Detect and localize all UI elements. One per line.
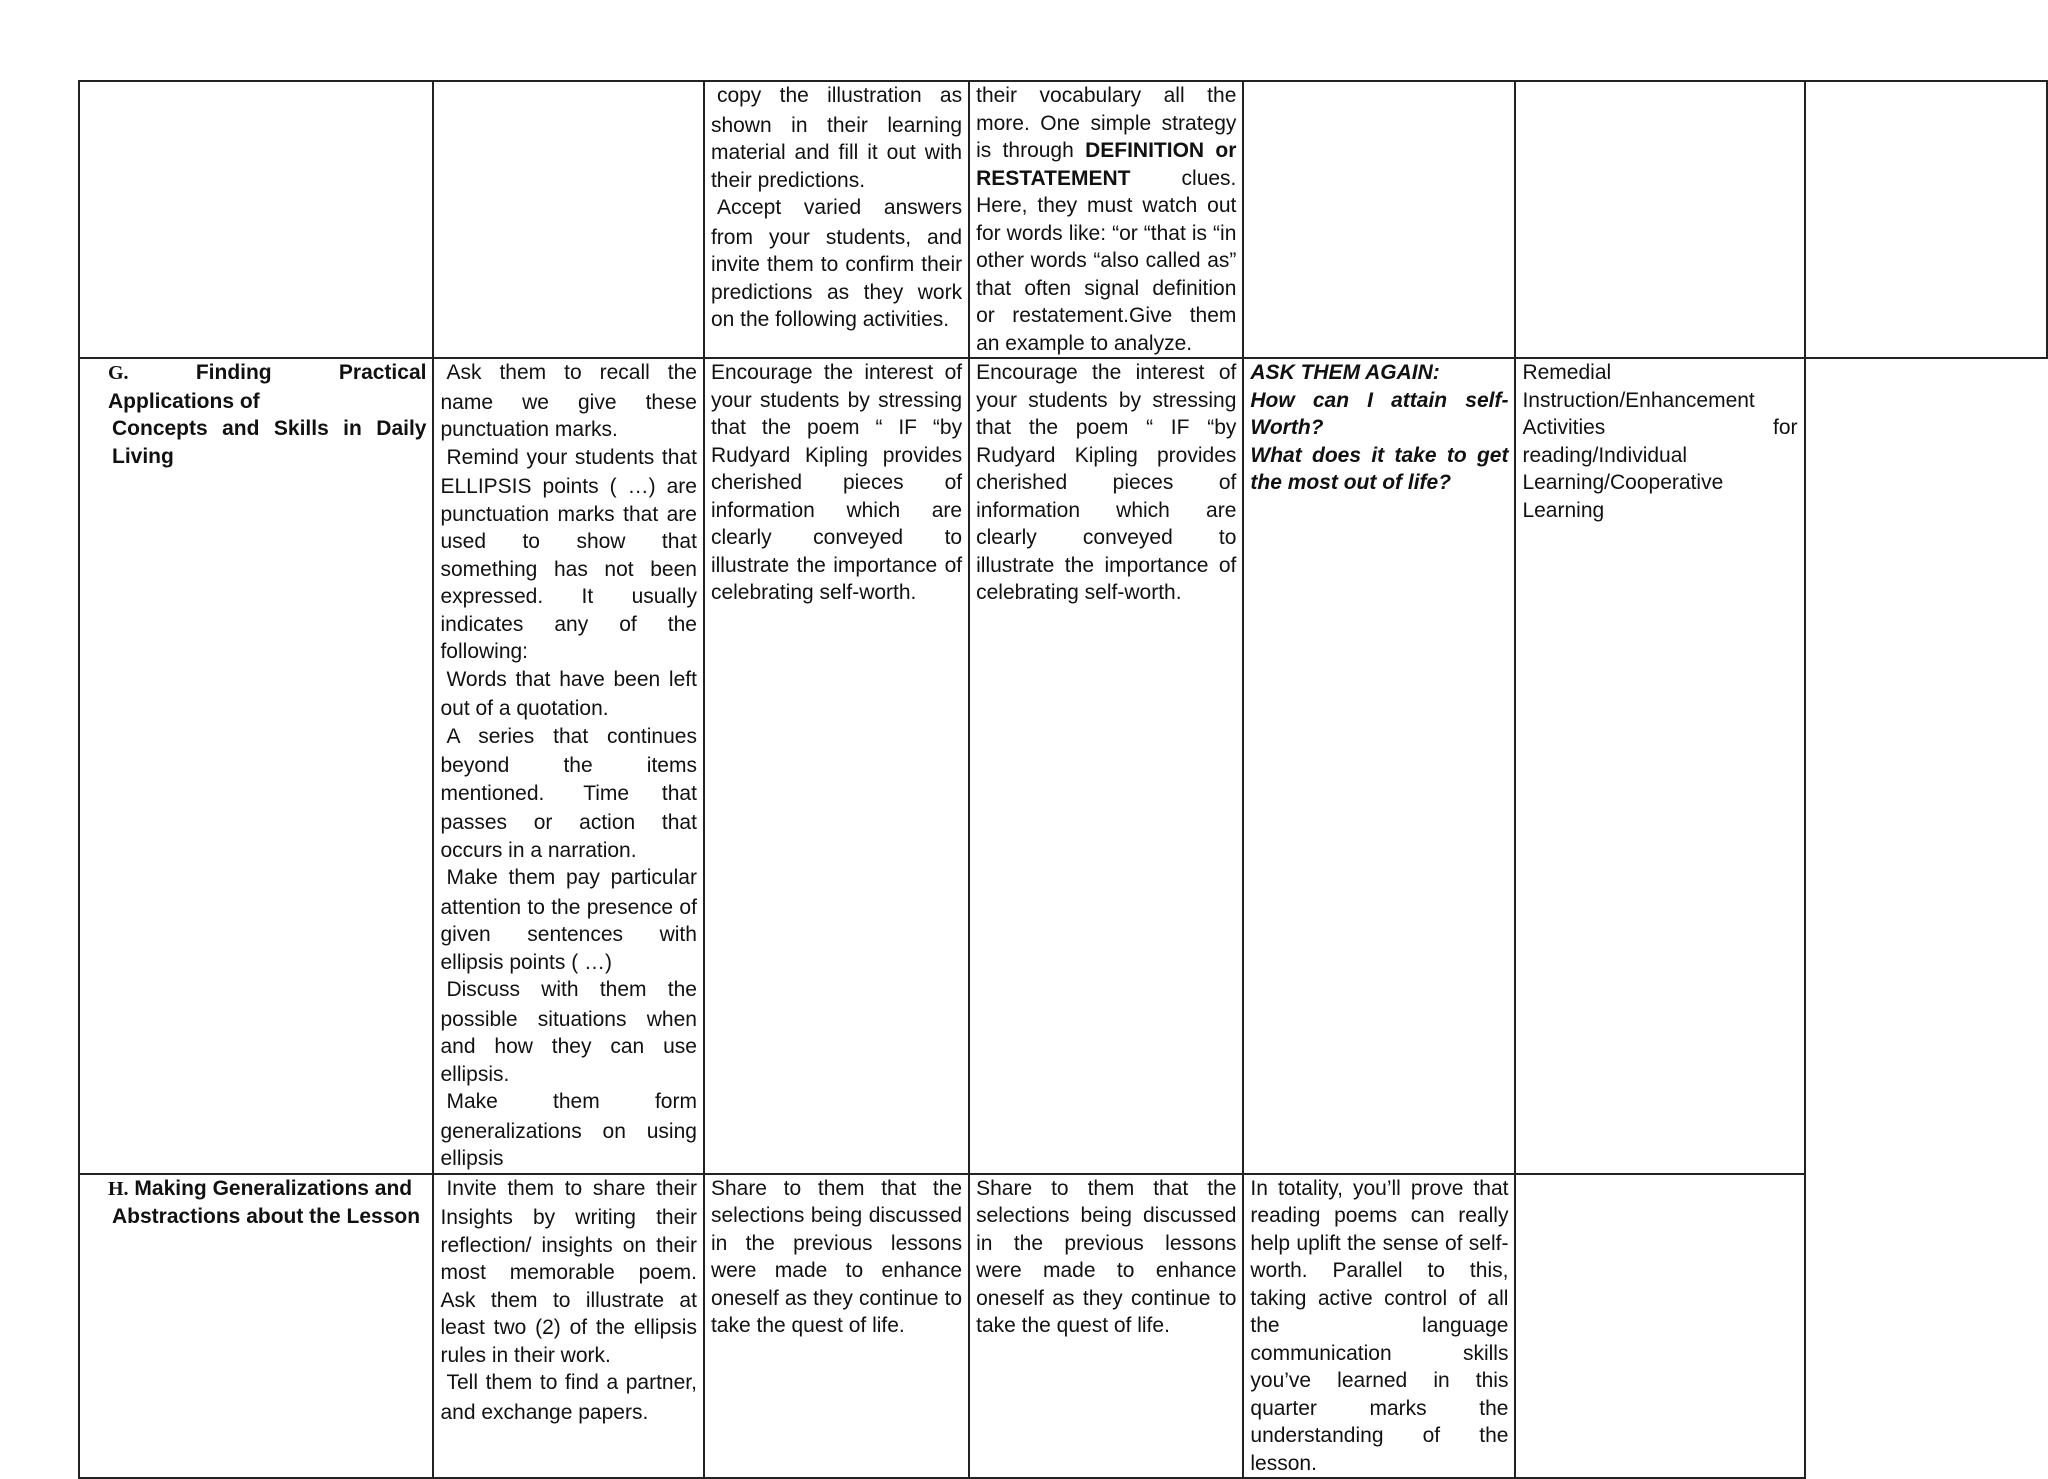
cell-empty [1515,1174,1804,1479]
list-item: Ask them to recall the name we give these punctuation marks. [440,361,697,441]
cell-empty [1243,81,1515,358]
cell-col4-continuation [704,81,969,358]
list-item: Invite them to share their Insights by writing their reflection/ insights on their most memorable poem. Ask them to illustrate at least two (2) of the ellipsis rules in their work. [440,1176,697,1367]
table-row-h [79,1174,2047,1479]
list-item: Words that have been left out of a quotation. [440,667,697,720]
restatement-term: RESTATEMENT [976,166,1131,190]
cell-col3-g [433,358,703,1174]
cell-col6-g [1243,358,1515,1174]
table-row-continuation [79,81,2047,358]
cell-empty [1805,81,2048,358]
cell-col5-g: Encourage the interest of your students by stressing that the poem “ IF “by Rudyard Kipling provides cherished pieces of information which are clearly conveyed to illustrate the importance of celebrating self-worth. [969,358,1243,1174]
cell-col4-h: Share to them that the selections being discussed in the previous lessons were made to enhance oneself as they continue to take the quest of life. [704,1174,969,1479]
list-item: Tell them to find a partner, and exchange papers. [440,1371,697,1424]
list-item: Discuss with them the possible situations when and how they can use ellipsis. [440,978,697,1086]
cell-col7-g: Remedial Instruction/Enhancement Activities for reading/Individual Learning/Cooperative Learning [1515,358,1804,1174]
row-letter: H. [108,1177,129,1200]
ask-heading: ASK THEM AGAIN: [1250,361,1440,384]
cell-col5-continuation: their vocabulary all the more. One simple strategy is through DEFINITION or RESTATEMENT clues. Here, they must watch out for words like: “or “that is “in other words “also called as” that often signal definition or restatement.Give them an example to analyze. [969,81,1243,358]
list-item: Remind your students that ELLIPSIS points ( …) are punctuation marks that are used to show that something has not been expressed. It usually indicates any of the following: [440,445,697,663]
row-label-h: H. Making Generalizations and Abstractions about the Lesson [79,1174,433,1479]
cell-col3-h [433,1174,703,1479]
list-item: copy the illustration as shown in their learning material and fill it out with their predictions. [710,84,963,192]
question-1: How can I attain self-Worth? [1250,388,1509,439]
lesson-plan-table [78,80,2048,1479]
table-row-g [79,358,2047,1174]
cell-empty [1515,81,1804,358]
list-item: Accept varied answers from your students, and invite them to confirm their predictions as they work on the following activities. [710,196,963,331]
cell-empty [433,81,703,358]
row-letter: G. [108,362,129,384]
row-label-g: G. Finding Practical Applications of Concepts and Skills in Daily Living [79,358,433,1174]
cell-empty [79,81,433,358]
cell-col6-h: In totality, you’ll prove that reading poems can really help uplift the sense of self-worth. Parallel to this, taking active control of all the language communication skills you’ve learned in this quarter marks the understanding of the lesson. [1243,1174,1515,1479]
list-item: Make them form generalizations on using ellipsis [440,1090,697,1170]
list-item: A series that continues beyond the items mentioned. Time that passes or action that occurs in a narration. [440,724,697,862]
cell-col5-h: Share to them that the selections being discussed in the previous lessons were made to enhance oneself as they continue to take the quest of life. [969,1174,1243,1479]
cell-col4-g: Encourage the interest of your students by stressing that the poem “ IF “by Rudyard Kipling provides cherished pieces of information which are clearly conveyed to illustrate the importance of celebrating self-worth. [704,358,969,1174]
list-item: Make them pay particular attention to the presence of given sentences with ellipsis points ( …) [440,866,697,974]
definition-term: DEFINITION or [1085,139,1237,162]
question-2: What does it take to get the most out of life? [1250,443,1509,494]
